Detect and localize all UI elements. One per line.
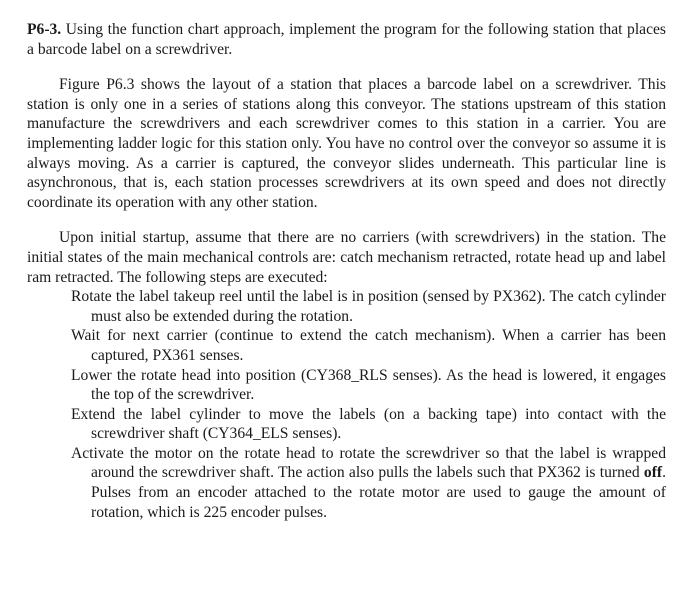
step-item: Rotate the label takeup reel until the label is in position (sensed by PX362). The catch cylinder must also be extended during the rotation. (71, 288, 666, 325)
step-item: Wait for next carrier (continue to extend the catch mechanism). When a carrier has been captured, PX361 senses. (71, 327, 666, 364)
step-item: Lower the rotate head into position (CY368_RLS senses). As the head is lowered, it engages the top of the screwdriver. (71, 366, 666, 404)
step-item: Extend the label cylinder to move the labels (on a backing tape) into contact with the screwdriver shaft (CY364_ELS senses). (71, 405, 666, 443)
step-text-bold: off (643, 464, 663, 482)
paragraph-layout: Figure P6.3 shows the layout of a station that places a barcode label on a screwdriver. This station is only one in a series of stations along this conveyor. The stations upstream of this station manufacture the screwdrivers and each screwdriver comes to this station in a carrier. You are implementing ladder logic for this station only. You have no control over the conveyor so assume it is always moving. As a carrier is captured, the conveyor slides underneath. This particular line is asynchronous, that is, each station processes screwdrivers at its own speed and does not directly coordinate its operation with any other station. (27, 76, 666, 211)
problem-text: Using the function chart approach, implement the program for the following station that places a barcode label on a screwdriver. (27, 21, 666, 58)
problem-statement (27, 20, 666, 59)
step-text: Activate the motor on the rotate head to rotate the screwdriver so that the label is wrapped around the screwdriver shaft. The action also pulls the labels such that PX362 is turned (71, 444, 666, 482)
paragraph-startup: Upon initial startup, assume that there are no carriers (with screwdrivers) in the station. The initial states of the main mechanical controls are: catch mechanism retracted, rotate head up and label ram retracted. The following steps are executed: (27, 229, 666, 286)
step-text: . Pulses from an encoder attached to the rotate motor are used to gauge the amount of rotation, which is 225 encoder pulses. (91, 464, 666, 521)
step-item (71, 444, 666, 522)
step-list (27, 287, 666, 522)
problem-id: P6-3. (27, 21, 62, 38)
